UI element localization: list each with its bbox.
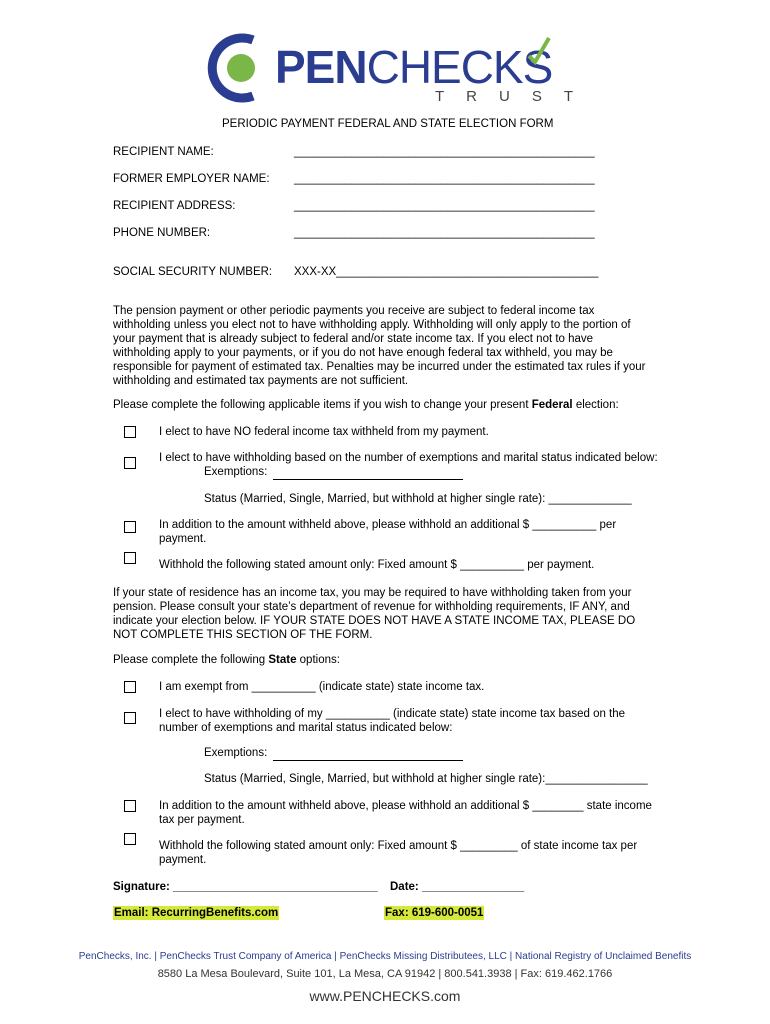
federal-option-3-line2: payment. (159, 533, 207, 545)
pencheck-logo (205, 28, 595, 108)
state-exemptions-label: Exemptions: (204, 747, 268, 759)
state-option-2-line1: I elect to have withholding of my __________ (indicate state) state income tax based on the (159, 708, 626, 720)
logo-circle-icon (205, 28, 277, 108)
federal-status: Status (Married, Single, Married, but withhold at higher single rate): _____________ (204, 493, 632, 505)
intro-paragraph: The pension payment or other periodic payments you receive are subject to federal income tax withholding unless you elect not to have withholding apply. Withholding will only apply to the portion of your payment that is already subject to federal and/or state income tax. If you elect not to have withholding apply to your payments, or if you do not have enough federal tax withheld, you may be responsible for payment of estimated tax. Penalties may be incurred under the estimated tax rules if your withholding and estimated tax payments are not sufficient. (113, 305, 646, 387)
federal-option-3-line1: In addition to the amount withheld above, please withhold an additional $ __________ per (159, 519, 617, 531)
field-phone[interactable]: _______________________________________________ (294, 227, 595, 239)
footer-website[interactable]: www.PENCHECKS.com (309, 988, 461, 1004)
field-label-former-employer: FORMER EMPLOYER NAME: (113, 173, 270, 185)
field-label-recipient-address: RECIPIENT ADDRESS: (113, 200, 236, 212)
state-exemptions-checkbox[interactable] (124, 712, 136, 724)
field-label-recipient-name: RECIPIENT NAME: (113, 146, 214, 158)
field-recipient-name[interactable]: _______________________________________________ (294, 146, 595, 158)
fax-contact: Fax: 619-600-0051 (385, 907, 484, 919)
date-field[interactable]: Date: ________________ (390, 881, 525, 893)
field-recipient-address[interactable]: _______________________________________________ (294, 200, 595, 212)
state-option-3-line2: tax per payment. (159, 814, 245, 826)
checkmark-icon (527, 36, 551, 66)
state-option-3-line1: In addition to the amount withheld above, please withhold an additional $ ________ state income (159, 800, 652, 812)
state-option-4-line1: Withhold the following stated amount only: Fixed amount $ _________ of state income tax per (159, 840, 638, 852)
state-paragraph: If your state of residence has an income tax, you may be required to have withholding taken from your pension. Please consult your state’s department of revenue for withholding requirements, IF ANY, and indicate your election below. IF YOUR STATE DOES NOT HAVE A STATE INCOME TAX, PLEASE DO NOT COMPLETE THIS SECTION OF THE FORM. (113, 587, 636, 641)
state-exempt-checkbox[interactable] (124, 681, 136, 693)
federal-exemptions-checkbox[interactable] (124, 457, 136, 469)
field-label-ssn: SOCIAL SECURITY NUMBER: (113, 266, 273, 278)
federal-option-4: Withhold the following stated amount only: Fixed amount $ __________ per payment. (159, 559, 595, 571)
footer-address: 8580 La Mesa Boulevard, Suite 101, La Mesa, CA 91942 | 800.541.3938 | Fax: 619.462.1766 (157, 968, 613, 980)
state-additional-checkbox[interactable] (124, 800, 136, 812)
field-former-employer[interactable]: _______________________________________________ (294, 173, 595, 185)
logo-trust: TRUST (435, 88, 595, 105)
federal-additional-checkbox[interactable] (124, 521, 136, 533)
federal-option-2: I elect to have withholding based on the number of exemptions and marital status indicated below: (159, 452, 658, 464)
federal-exemptions-line[interactable] (273, 479, 463, 480)
form-title: PERIODIC PAYMENT FEDERAL AND STATE ELECTION FORM (222, 118, 554, 130)
federal-exemptions-label: Exemptions: (204, 466, 268, 478)
field-ssn[interactable]: XXX-XX_________________________________________ (294, 266, 599, 278)
state-exemptions-line[interactable] (273, 760, 463, 761)
federal-prompt: Please complete the following applicable items if you wish to change your present Federal election: (113, 399, 619, 411)
state-option-2-line2: number of exemptions and marital status indicated below: (159, 722, 453, 734)
state-status: Status (Married, Single, Married, but withhold at higher single rate):________________ (204, 773, 648, 785)
federal-option-1: I elect to have NO federal income tax withheld from my payment. (159, 426, 489, 438)
footer-companies: PenChecks, Inc. | PenChecks Trust Company of America | PenChecks Missing Distributees, LLC | National Registry of Unclaimed Benefits (78, 951, 692, 962)
signature-field[interactable]: Signature: ________________________________ (113, 881, 378, 893)
state-prompt: Please complete the following State options: (113, 654, 340, 666)
field-label-phone: PHONE NUMBER: (113, 227, 211, 239)
federal-fixed-amount-checkbox[interactable] (124, 552, 136, 564)
state-fixed-amount-checkbox[interactable] (124, 833, 136, 845)
logo-wordmark: PENCHECKS (275, 41, 553, 93)
federal-no-withholding-checkbox[interactable] (124, 426, 136, 438)
email-contact: Email: RecurringBenefits.com (114, 907, 279, 919)
state-option-1: I am exempt from __________ (indicate state) state income tax. (159, 681, 485, 693)
state-option-4-line2: payment. (159, 854, 207, 866)
